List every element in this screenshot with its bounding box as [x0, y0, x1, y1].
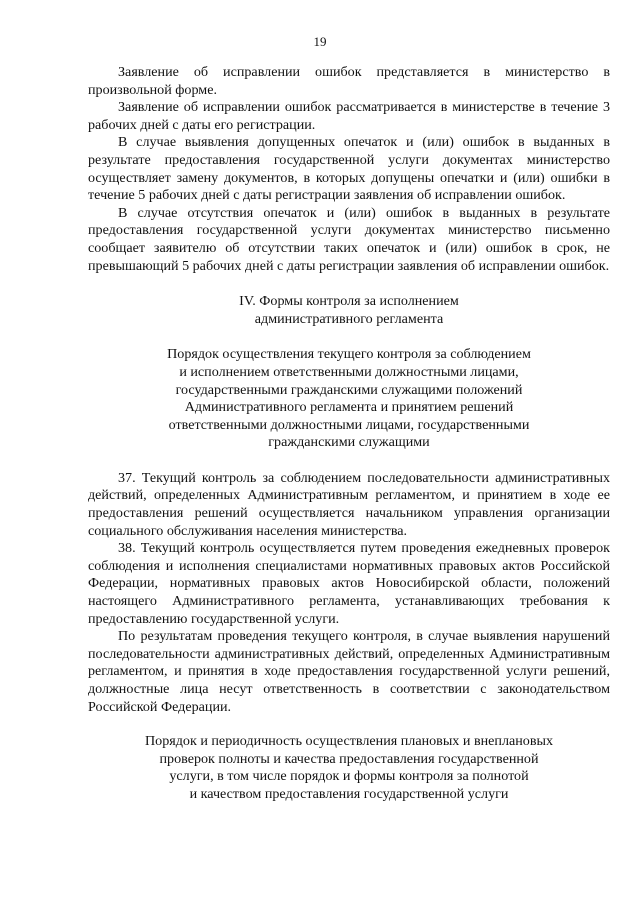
spacer	[88, 328, 610, 346]
subheading-line: Административного регламента и принятием решений	[184, 399, 514, 416]
spacer	[88, 452, 610, 470]
page-number: 19	[313, 34, 327, 49]
spacer	[88, 716, 610, 733]
paragraph-typos-absent: В случае отсутствия опечаток и (или) ошибок в выданных в результате предоставления государственной услуги документах министерство письменно сообщает заявителю об отсутствии таких опечаток и (или) ошибок в срок, не превышающий 5 рабочих дней с даты регистрации заявления об исправлении ошибок.	[88, 204, 610, 274]
subheading-line: проверок полноты и качества предоставления государственной	[159, 750, 539, 767]
subheading-line: Порядок осуществления текущего контроля за соблюдением	[167, 346, 531, 363]
subheading-line: услуги, в том числе порядок и формы контроля за полнотой	[169, 768, 529, 785]
paragraph-item-38: 38. Текущий контроль осуществляется путем проведения ежедневных проверок соблюдения и исполнения специалистами нормативных правовых актов Российской Федерации, нормативных правовых актов Новосибирской области, положений настоящего Административного регламента, устанавливающих требования к предоставлению государственной услуги.	[88, 540, 610, 627]
paragraph-item-37: 37. Текущий контроль за соблюдением последовательности административных действий, определенных Административным регламентом, и принятием в ходе ее предоставления решений осуществляется начальником управления организации социального обслуживания населения министерства.	[88, 469, 610, 539]
subheading-line: и исполнением ответственными должностными лицами,	[179, 363, 519, 380]
section-heading	[88, 293, 610, 328]
subheading-line: гражданскими служащими	[268, 434, 430, 451]
subheading-inspections	[88, 733, 610, 803]
section-heading-line: IV. Формы контроля за исполнением	[239, 293, 459, 310]
subheading-line: ответственными должностными лицами, государственными	[168, 416, 530, 433]
subheading-line: и качеством предоставления государственной услуги	[189, 785, 509, 802]
spacer	[88, 275, 610, 293]
document-body	[88, 64, 610, 804]
paragraph-error-correction-term: Заявление об исправлении ошибок рассматривается в министерстве в течение 3 рабочих дней с даты его регистрации.	[88, 99, 610, 133]
subheading-current-control	[88, 346, 610, 452]
paragraph-error-correction-form: Заявление об исправлении ошибок представляется в министерство в произвольной форме.	[88, 64, 610, 98]
subheading-line: Порядок и периодичность осуществления плановых и внеплановых	[144, 733, 553, 750]
paragraph-control-results: По результатам проведения текущего контроля, в случае выявления нарушений последовательности административных действий, определенных Административным регламентом, и принятия в ходе предоставления государственной услуги решений, должностные лица несут ответственность в соответствии с законодательством Российской Федерации.	[88, 628, 610, 715]
subheading-line: государственными гражданскими служащими положений	[175, 381, 523, 398]
section-heading-line: административного регламента	[254, 310, 444, 327]
paragraph-typos-detected: В случае выявления допущенных опечаток и (или) ошибок в выданных в результате предоставления государственной услуги документах министерство осуществляет замену документов, в которых допущены опечатки и (или) ошибки в течение 5 рабочих дней с даты регистрации заявления об исправлении ошибок.	[88, 134, 610, 204]
